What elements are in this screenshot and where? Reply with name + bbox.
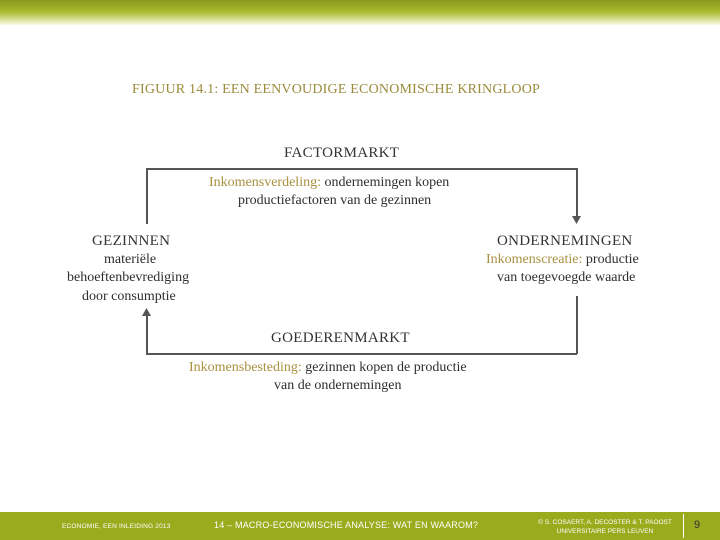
arrow-down-icon (572, 216, 581, 224)
footer-copyright-publisher: UNIVERSITAIRE PERS LEUVEN (556, 528, 654, 535)
ondernemingen-highlight: Inkomenscreatie: (486, 252, 583, 267)
gezinnen-line3: door consumptie (82, 289, 176, 304)
footer-bar (0, 512, 720, 540)
goederenmarkt-title: GOEDERENMARKT (271, 330, 410, 346)
goederenmarkt-label-line2: van de ondernemingen (274, 378, 402, 393)
goederenmarkt-label (189, 360, 467, 376)
factormarkt-title: FACTORMARKT (284, 145, 400, 161)
footer-course: ECONOMIE, EEN INLEIDING 2013 (62, 523, 171, 530)
ondernemingen-rest: productie (585, 252, 639, 267)
goederenmarkt-rest: gezinnen kopen de productie (305, 360, 467, 375)
ondernemingen-line2: van toegevoegde waarde (497, 270, 636, 285)
footer-divider (683, 514, 684, 538)
factormarkt-rest: ondernemingen kopen (324, 175, 450, 190)
footer-copyright-authors: © S. COSAERT, A. DECOSTER & T. PAOOST (538, 519, 672, 526)
goederenmarkt-highlight: Inkomensbesteding: (189, 360, 302, 375)
page-number: 9 (694, 519, 701, 531)
factormarkt-label (209, 175, 449, 191)
ondernemingen-line1 (486, 252, 639, 268)
figure-title: FIGUUR 14.1: EEN EENVOUDIGE ECONOMISCHE KRINGLOOP (132, 82, 541, 97)
ondernemingen-title: ONDERNEMINGEN (497, 233, 633, 249)
gezinnen-line2: behoeftenbevrediging (67, 270, 190, 285)
factormarkt-highlight: Inkomensverdeling: (209, 175, 321, 190)
gezinnen-title: GEZINNEN (92, 233, 171, 249)
gezinnen-line1: materiële (104, 252, 157, 267)
footer-copyright (530, 518, 680, 536)
footer-chapter: 14 – MACRO-ECONOMISCHE ANALYSE: WAT EN WAAROM? (214, 520, 479, 530)
arrow-up-icon (142, 308, 151, 316)
factormarkt-label-line2: productiefactoren van de gezinnen (238, 193, 432, 208)
